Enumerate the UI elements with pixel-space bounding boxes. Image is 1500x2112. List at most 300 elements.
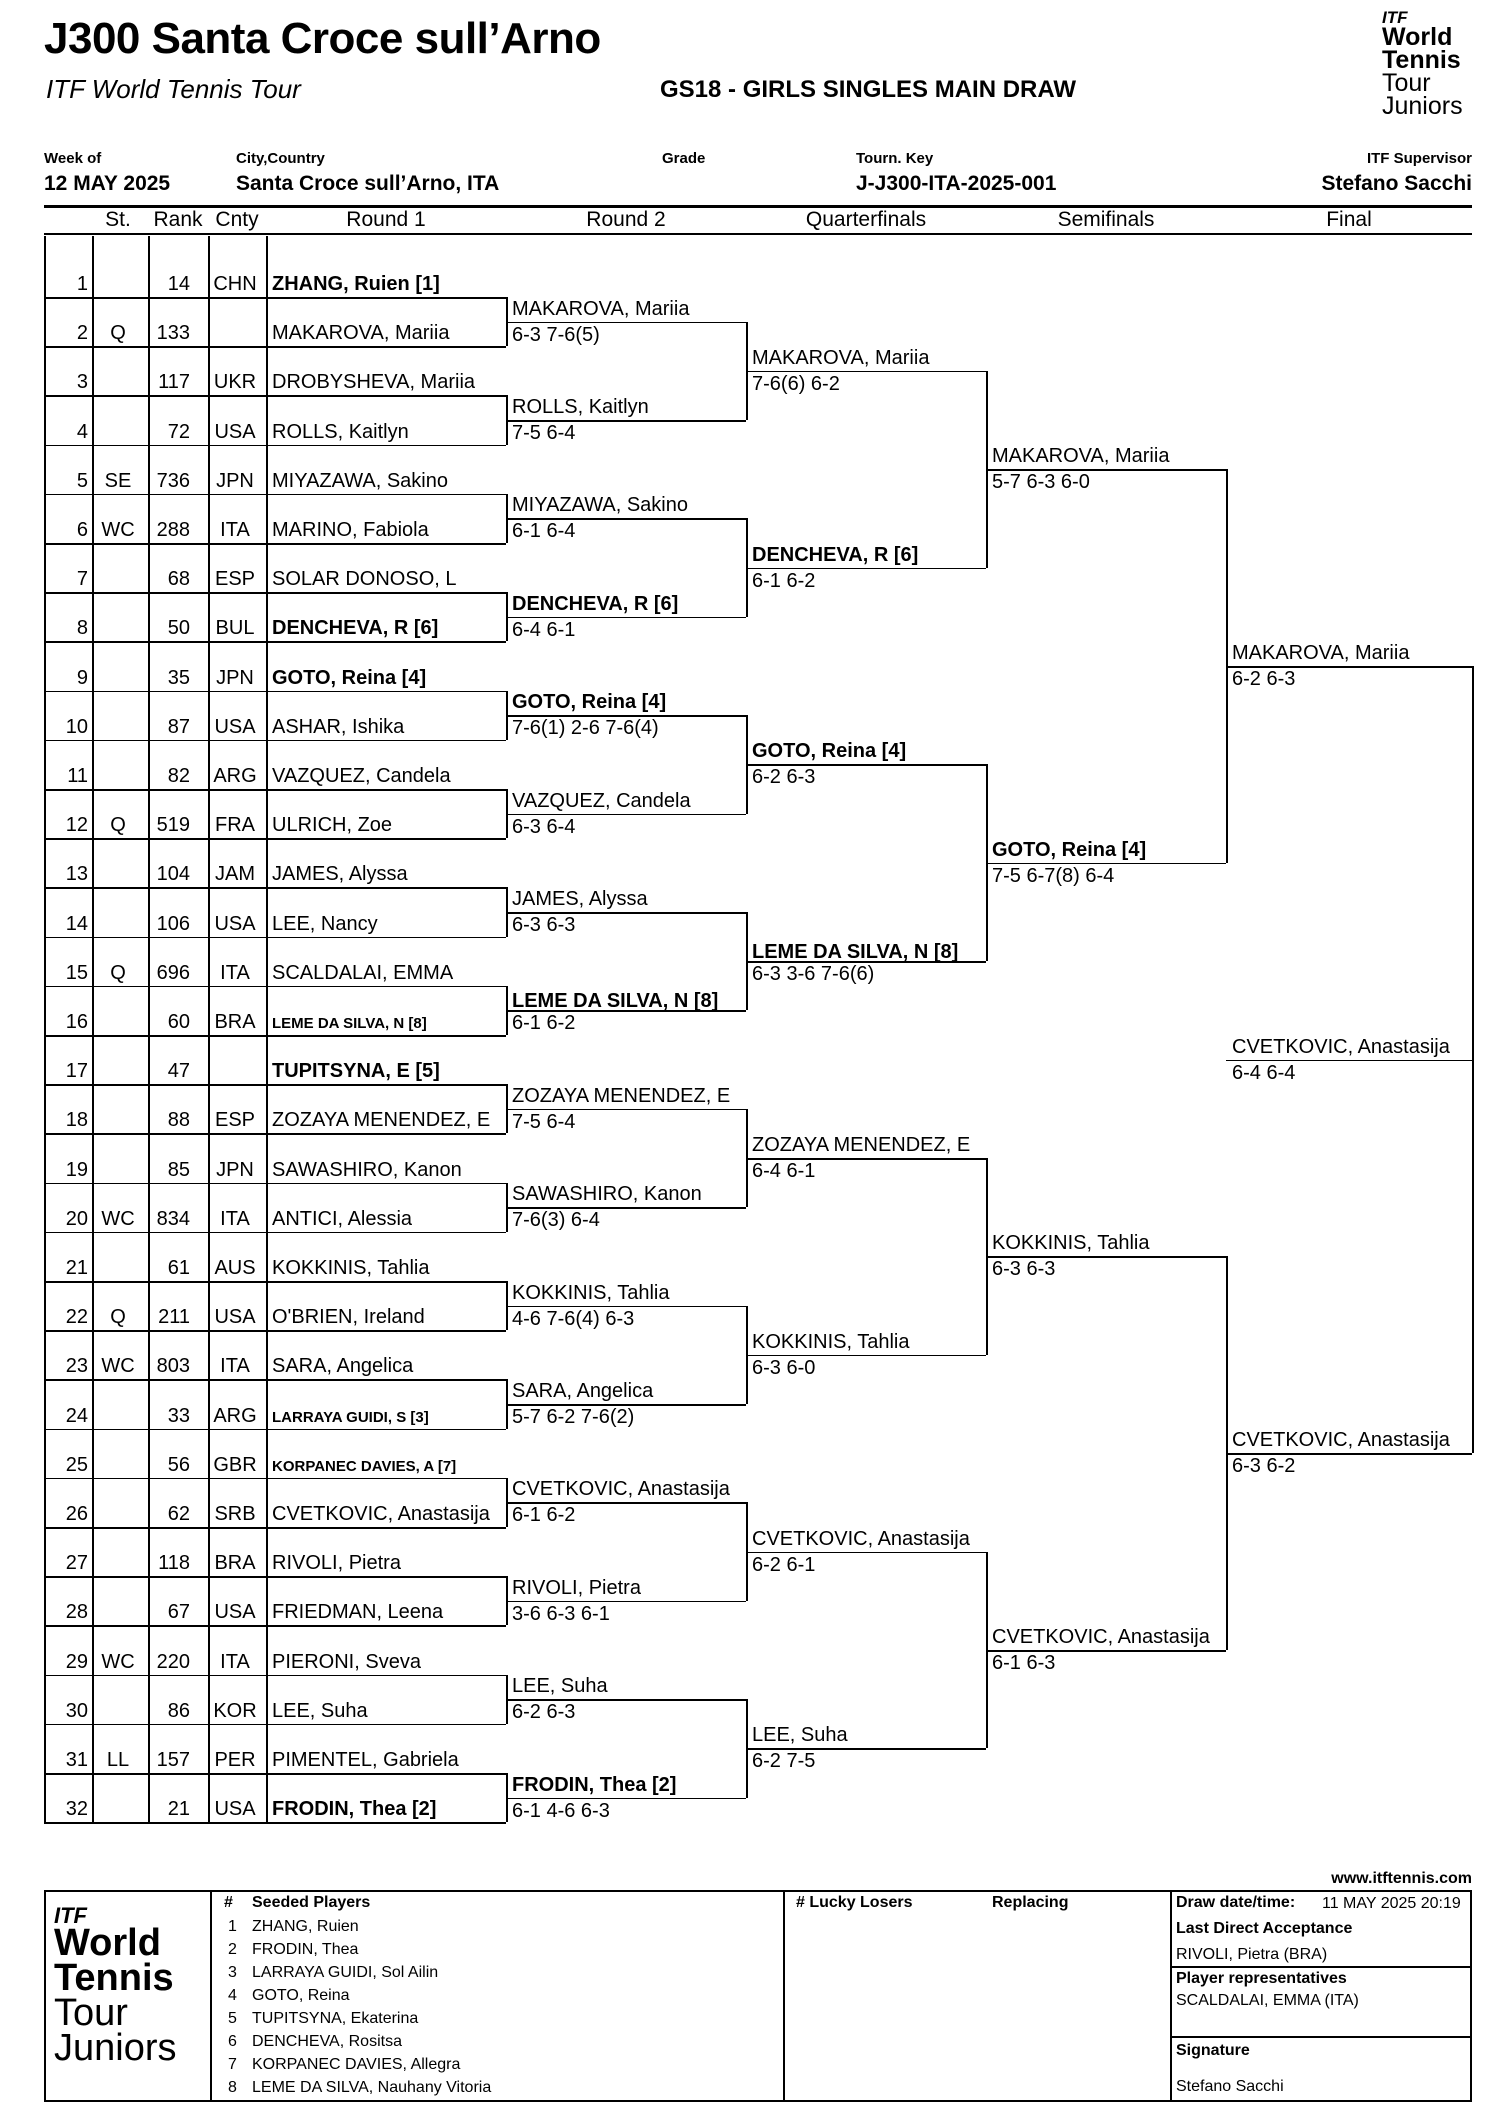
entry-number: 16 <box>65 1011 88 1033</box>
entry-country: BRA <box>214 1552 256 1575</box>
round1-line <box>266 592 506 594</box>
entry-rule <box>44 789 266 791</box>
entry-country: PER <box>214 1749 256 1771</box>
entry-number: 19 <box>65 1158 88 1181</box>
round1-line <box>266 1675 506 1677</box>
round1-line <box>266 494 506 496</box>
entry-rule <box>44 838 266 840</box>
logo-world: World <box>54 1922 161 1965</box>
entry-country: KOR <box>213 1699 257 1722</box>
lda-label: Last Direct Acceptance <box>1176 1920 1353 1937</box>
footer-divider-3 <box>1170 1890 1172 2102</box>
entry-rule <box>44 1576 266 1578</box>
entry-status: LL <box>106 1749 130 1771</box>
entry-number: 4 <box>76 420 88 443</box>
draw-date-value: 11 MAY 2025 20:19 <box>1322 1895 1461 1912</box>
logo-tour: Tour <box>1382 68 1431 97</box>
round1-line <box>266 789 506 791</box>
quarterfinal-winner-name: LEME DA SILVA, N [8] <box>752 941 959 964</box>
entry-number: 6 <box>76 519 88 541</box>
entry-player-name: KOKKINIS, Tahlia <box>272 1257 430 1279</box>
entry-rank: 60 <box>167 1011 190 1033</box>
round2-winner-name: LEE, Suha <box>512 1675 608 1698</box>
entry-rank: 86 <box>167 1699 190 1722</box>
champion-score: 6-4 6-4 <box>1232 1061 1296 1084</box>
entry-country: USA <box>214 1601 256 1624</box>
seeded-number: 3 <box>228 1964 237 1981</box>
entry-country: ITA <box>220 1355 250 1378</box>
entry-number: 32 <box>65 1798 88 1821</box>
entry-player-name: PIMENTEL, Gabriela <box>272 1749 459 1771</box>
entry-rank: 104 <box>156 863 190 886</box>
entry-player-name: KORPANEC DAVIES, A [7] <box>272 1457 457 1475</box>
entry-status: WC <box>101 519 135 541</box>
entry-rule <box>44 1724 266 1726</box>
entry-rule <box>44 1822 266 1824</box>
entry-rank: 220 <box>156 1650 190 1673</box>
entry-rule <box>44 297 266 299</box>
entry-player-name: DENCHEVA, R [6] <box>272 617 439 640</box>
entry-rank: 519 <box>156 814 190 837</box>
round1-line <box>266 445 506 447</box>
round1-line <box>266 1330 506 1332</box>
seeded-title: Seeded Players <box>252 1894 371 1911</box>
entry-status: Q <box>110 961 126 984</box>
entry-rank: 14 <box>167 273 190 295</box>
entry-player-name: CVETKOVIC, Anastasija <box>272 1503 490 1525</box>
round1-line <box>266 691 506 693</box>
entry-number: 23 <box>65 1355 88 1378</box>
entry-player-name: ZHANG, Ruien [1] <box>272 273 440 295</box>
entry-number: 31 <box>65 1749 88 1771</box>
entry-country: AUS <box>214 1257 256 1279</box>
round1-line <box>266 641 506 643</box>
entry-country: USA <box>214 715 256 738</box>
round2-winner-name: CVETKOVIC, Anastasija <box>512 1478 730 1501</box>
entry-player-name: SARA, Angelica <box>272 1355 414 1378</box>
col-st: St. <box>105 208 131 231</box>
website[interactable]: www.itftennis.com <box>1331 1870 1472 1887</box>
entry-rule <box>44 494 266 496</box>
entry-rank: 62 <box>167 1503 190 1525</box>
quarterfinal-winner-name: CVETKOVIC, Anastasija <box>752 1527 970 1550</box>
entry-number: 27 <box>65 1552 88 1575</box>
entry-player-name: GOTO, Reina [4] <box>272 666 427 689</box>
semifinal-winner-name: GOTO, Reina [4] <box>992 838 1147 861</box>
itf-juniors-logo-footer <box>54 1903 177 2070</box>
round2-winner-name: LEME DA SILVA, N [8] <box>512 990 719 1013</box>
round2-score: 7-5 6-4 <box>512 422 576 444</box>
semifinal-winner-name: CVETKOVIC, Anastasija <box>992 1626 1210 1648</box>
seeded-player-name: KORPANEC DAVIES, Allegra <box>252 2056 461 2073</box>
round1-line <box>266 1183 506 1185</box>
entry-rule <box>44 346 266 348</box>
entry-country: CHN <box>213 273 257 295</box>
entry-country: ARG <box>213 765 257 787</box>
quarterfinal-score: 6-2 6-1 <box>752 1553 816 1576</box>
seeded-number: 2 <box>228 1941 237 1958</box>
round1-line <box>266 838 506 840</box>
quarterfinal-score: 6-3 6-0 <box>752 1356 816 1379</box>
tour-subtitle: ITF World Tennis Tour <box>46 74 301 104</box>
entry-player-name: PIERONI, Sveva <box>272 1650 421 1673</box>
entry-rule <box>44 1478 266 1480</box>
round2-score: 6-4 6-1 <box>512 618 576 641</box>
seeded-number: 5 <box>228 2010 237 2027</box>
entry-rule <box>44 395 266 397</box>
tourn-key-label: Tourn. Key <box>856 150 934 167</box>
entry-player-name: SAWASHIRO, Kanon <box>272 1158 462 1181</box>
semifinal-winner-name: MAKAROVA, Mariia <box>992 445 1170 468</box>
round1-line <box>266 1527 506 1529</box>
quarterfinal-winner-name: KOKKINIS, Tahlia <box>752 1330 910 1353</box>
entry-rule <box>44 592 266 594</box>
entry-rule <box>44 641 266 643</box>
entry-rule <box>44 1035 266 1037</box>
entry-player-name: O'BRIEN, Ireland <box>272 1306 425 1329</box>
entry-player-name: SCALDALAI, EMMA <box>272 961 454 984</box>
entry-number: 13 <box>65 863 88 886</box>
round1-line <box>266 937 506 939</box>
entry-rank: 85 <box>167 1158 190 1181</box>
entry-player-name: LARRAYA GUIDI, S [3] <box>272 1408 429 1426</box>
entry-country: BRA <box>214 1011 256 1033</box>
round2-score: 6-1 6-4 <box>512 520 576 543</box>
entry-player-name: JAMES, Alyssa <box>272 863 408 886</box>
col-rank: Rank <box>153 208 203 231</box>
seeded-player-name: LEME DA SILVA, Nauhany Vitoria <box>252 2079 492 2096</box>
round1-line <box>266 740 506 742</box>
round2-score: 7-6(1) 2-6 7-6(4) <box>512 717 659 740</box>
logo-juniors: Juniors <box>1382 91 1463 120</box>
entry-rank: 61 <box>167 1257 190 1279</box>
entry-number: 21 <box>65 1257 88 1279</box>
entry-status: Q <box>110 1306 126 1329</box>
round1-line <box>266 1625 506 1627</box>
semifinal-score: 6-3 6-3 <box>992 1258 1056 1281</box>
round2-winner-name: MIYAZAWA, Sakino <box>512 494 688 517</box>
quarterfinal-winner-name: LEE, Suha <box>752 1724 848 1747</box>
col-semifinals: Semifinals <box>1057 208 1155 231</box>
seeded-number: 4 <box>228 1987 237 2004</box>
entry-rule <box>44 691 266 693</box>
round2-winner-name: MAKAROVA, Mariia <box>512 297 690 320</box>
entry-rank: 47 <box>167 1060 190 1083</box>
entry-country: USA <box>214 1306 256 1329</box>
seeded-player-name: LARRAYA GUIDI, Sol Ailin <box>252 1964 439 1981</box>
round1-line <box>266 887 506 889</box>
round2-score: 6-1 6-2 <box>512 1504 576 1527</box>
entry-number: 8 <box>76 617 88 640</box>
city-value: Santa Croce sull’Arno, ITA <box>236 172 500 195</box>
entry-rank: 211 <box>158 1306 190 1329</box>
entry-rank: 50 <box>167 617 190 640</box>
entry-country: ITA <box>220 1207 250 1230</box>
round1-line <box>266 1822 506 1824</box>
round2-score: 6-3 7-6(5) <box>512 323 600 346</box>
entry-number: 22 <box>65 1306 88 1329</box>
seeded-number: 6 <box>228 2033 237 2050</box>
logo-juniors: Juniors <box>54 2027 177 2070</box>
round2-winner-name: SARA, Angelica <box>512 1380 654 1402</box>
entry-rank: 87 <box>167 715 190 738</box>
entry-rule <box>44 1330 266 1332</box>
entry-rank: 67 <box>167 1601 190 1624</box>
entry-number: 28 <box>65 1601 88 1624</box>
entry-player-name: MARINO, Fabiola <box>272 519 429 541</box>
entry-country: ITA <box>220 519 250 541</box>
final-score: 6-2 6-3 <box>1232 668 1296 690</box>
entry-rule <box>44 1232 266 1234</box>
col-round2: Round 2 <box>586 208 666 231</box>
final-score: 6-3 6-2 <box>1232 1455 1296 1478</box>
seeded-player-name: FRODIN, Thea <box>252 1941 359 1958</box>
entry-country: JPN <box>216 469 254 492</box>
logo-tennis: Tennis <box>54 1957 174 2000</box>
entry-rule <box>44 986 266 988</box>
round2-winner-name: VAZQUEZ, Candela <box>512 789 691 812</box>
entry-country: ITA <box>220 1650 250 1673</box>
entry-country: USA <box>214 1798 256 1821</box>
entry-rank: 133 <box>156 322 190 345</box>
round2-winner-name: SAWASHIRO, Kanon <box>512 1183 702 1206</box>
entry-number: 20 <box>65 1207 88 1230</box>
round1-line <box>266 1232 506 1234</box>
footer-divider-1 <box>210 1890 212 2102</box>
entry-number: 3 <box>76 371 88 394</box>
entry-rank: 736 <box>156 469 190 492</box>
entry-player-name: ASHAR, Ishika <box>272 715 405 738</box>
entry-status: WC <box>101 1355 135 1378</box>
entry-rank: 834 <box>156 1207 190 1230</box>
semifinal-winner-name: KOKKINIS, Tahlia <box>992 1232 1150 1255</box>
entry-number: 30 <box>65 1699 88 1722</box>
logo-tour: Tour <box>54 1992 128 2035</box>
city-label: City,Country <box>236 150 325 167</box>
seeded-number: 8 <box>228 2079 237 2096</box>
column-header-rule <box>44 233 1472 235</box>
week-value: 12 MAY 2025 <box>44 172 171 195</box>
replacing-title: Replacing <box>992 1894 1069 1911</box>
signature-label: Signature <box>1176 2042 1250 2059</box>
entry-number: 25 <box>65 1453 88 1476</box>
logo-itf: ITF <box>1382 8 1408 27</box>
entry-country: JPN <box>216 1158 254 1181</box>
final-winner-name: CVETKOVIC, Anastasija <box>1232 1429 1450 1452</box>
entry-rank: 803 <box>156 1355 190 1378</box>
entry-rank: 157 <box>156 1749 190 1771</box>
grade-label: Grade <box>662 150 706 167</box>
round2-winner-name: RIVOLI, Pietra <box>512 1576 641 1599</box>
entry-rule <box>44 1379 266 1381</box>
quarterfinal-score: 6-2 6-3 <box>752 766 816 789</box>
entry-grid-col-4 <box>266 236 268 1824</box>
round1-line <box>266 1724 506 1726</box>
round1-line <box>266 1773 506 1775</box>
entry-rule <box>44 1527 266 1529</box>
entry-number: 2 <box>76 322 88 345</box>
entry-country: JAM <box>215 863 255 886</box>
seeded-number: 1 <box>228 1918 237 1935</box>
entry-player-name: VAZQUEZ, Candela <box>272 765 451 787</box>
entry-rule <box>44 543 266 545</box>
entry-number: 17 <box>65 1060 88 1083</box>
entry-rank: 21 <box>167 1798 190 1821</box>
round1-line <box>266 1478 506 1480</box>
entry-player-name: LEME DA SILVA, N [8] <box>272 1015 427 1032</box>
entry-number: 1 <box>76 273 88 295</box>
entry-rule <box>44 887 266 889</box>
entry-number: 7 <box>76 568 88 591</box>
entry-status: Q <box>110 322 126 345</box>
final-winner-name: MAKAROVA, Mariia <box>1232 642 1410 664</box>
entry-rule <box>44 1675 266 1677</box>
itf-juniors-logo <box>1382 10 1463 118</box>
entry-number: 18 <box>65 1109 88 1132</box>
entry-rule <box>44 1281 266 1283</box>
seeded-number: 7 <box>228 2056 237 2073</box>
entry-player-name: MAKAROVA, Mariia <box>272 322 450 345</box>
entry-rank: 68 <box>167 568 190 591</box>
round1-line <box>266 1576 506 1578</box>
entry-country: ESP <box>214 1109 256 1132</box>
round2-score: 7-6(3) 6-4 <box>512 1209 600 1232</box>
reps-value: SCALDALAI, EMMA (ITA) <box>1176 1992 1359 2009</box>
entry-rule <box>44 1084 266 1086</box>
footer-divider-2 <box>783 1890 785 2102</box>
logo-tennis: Tennis <box>1382 45 1461 74</box>
round2-winner-name: ROLLS, Kaitlyn <box>512 396 649 418</box>
entry-rank: 118 <box>158 1552 190 1575</box>
round2-score: 6-1 4-6 6-3 <box>512 1799 610 1822</box>
entry-rule <box>44 740 266 742</box>
round1-line <box>266 1133 506 1135</box>
entry-rank: 117 <box>158 371 190 394</box>
semifinal-score: 5-7 6-3 6-0 <box>992 471 1090 494</box>
round2-score: 6-1 6-2 <box>512 1012 576 1035</box>
entry-country: ARG <box>213 1404 257 1427</box>
entry-country: USA <box>214 420 256 443</box>
entry-number: 5 <box>76 469 88 492</box>
entry-rank: 696 <box>156 961 190 984</box>
entry-status: WC <box>101 1650 135 1673</box>
entry-rule <box>44 937 266 939</box>
round2-score: 7-5 6-4 <box>512 1110 576 1133</box>
round2-winner-name: FRODIN, Thea [2] <box>512 1773 677 1796</box>
round1-line <box>266 1429 506 1431</box>
seeded-player-name: GOTO, Reina <box>252 1987 350 2004</box>
entry-player-name: SOLAR DONOSO, L <box>272 568 457 591</box>
entry-country: SRB <box>214 1503 256 1525</box>
col-final: Final <box>1326 208 1372 231</box>
entry-player-name: LEE, Nancy <box>272 912 378 935</box>
entry-player-name: TUPITSYNA, E [5] <box>272 1060 440 1083</box>
round2-score: 6-2 6-3 <box>512 1701 576 1724</box>
entry-status: WC <box>101 1207 135 1230</box>
col-round1: Round 1 <box>346 208 426 231</box>
draw-date-label: Draw date/time: <box>1176 1894 1296 1911</box>
entry-number: 9 <box>76 666 88 689</box>
round1-line <box>266 1035 506 1037</box>
signature-value: Stefano Sacchi <box>1176 2078 1284 2095</box>
round2-winner-name: GOTO, Reina [4] <box>512 691 667 714</box>
round2-winner-name: JAMES, Alyssa <box>512 888 648 910</box>
col-cnty: Cnty <box>215 208 259 231</box>
semifinal-score: 7-5 6-7(8) 6-4 <box>992 864 1115 887</box>
entry-rule <box>44 1773 266 1775</box>
entry-rank: 82 <box>167 765 190 787</box>
quarterfinal-winner-name: MAKAROVA, Mariia <box>752 346 930 369</box>
round1-line <box>266 1281 506 1283</box>
week-label: Week of <box>44 150 102 167</box>
logo-itf: ITF <box>54 1903 87 1928</box>
entry-player-name: MIYAZAWA, Sakino <box>272 469 448 492</box>
round1-line <box>266 297 506 299</box>
semifinal-score: 6-1 6-3 <box>992 1652 1056 1674</box>
entry-rank: 72 <box>167 420 190 443</box>
reps-label: Player representatives <box>1176 1970 1347 1987</box>
quarterfinal-score: 6-1 6-2 <box>752 569 816 592</box>
lda-value: RIVOLI, Pietra (BRA) <box>1176 1946 1328 1963</box>
tourn-key-value: J-J300-ITA-2025-001 <box>856 172 1057 195</box>
round2-score: 3-6 6-3 6-1 <box>512 1602 610 1625</box>
entry-rank: 88 <box>167 1109 190 1132</box>
entry-number: 24 <box>65 1404 88 1427</box>
entry-rank: 288 <box>156 519 190 541</box>
round2-winner-name: KOKKINIS, Tahlia <box>512 1281 670 1304</box>
round1-line <box>266 395 506 397</box>
entry-player-name: RIVOLI, Pietra <box>272 1552 401 1575</box>
entry-status: Q <box>110 814 126 837</box>
draw-title: GS18 - GIRLS SINGLES MAIN DRAW <box>660 76 1077 103</box>
entry-country: USA <box>214 912 256 935</box>
quarterfinal-winner-name: ZOZAYA MENENDEZ, E <box>752 1134 971 1156</box>
seeded-player-name: TUPITSYNA, Ekaterina <box>252 2010 419 2027</box>
quarterfinal-score: 6-3 3-6 7-6(6) <box>752 963 875 986</box>
entry-rule <box>44 1429 266 1431</box>
entry-rank: 56 <box>167 1453 190 1476</box>
entry-number: 15 <box>65 961 88 984</box>
entry-rule <box>44 1133 266 1135</box>
seeded-hash: # <box>224 1894 233 1911</box>
entry-number: 10 <box>65 715 88 738</box>
entry-player-name: ROLLS, Kaitlyn <box>272 420 409 443</box>
entry-number: 12 <box>65 814 88 837</box>
champion-name: CVETKOVIC, Anastasija <box>1232 1035 1450 1058</box>
entry-number: 14 <box>65 912 88 935</box>
champion-connector <box>1472 666 1474 1453</box>
lucky-losers-title: # Lucky Losers <box>796 1894 913 1911</box>
entry-country: GBR <box>213 1453 257 1476</box>
round1-line <box>266 986 506 988</box>
reps-rule <box>1170 2036 1470 2038</box>
quarterfinal-winner-name: DENCHEVA, R [6] <box>752 543 919 566</box>
entry-number: 26 <box>65 1503 88 1525</box>
entry-rank: 35 <box>167 666 190 689</box>
entry-number: 29 <box>65 1650 88 1673</box>
round2-score: 6-3 6-4 <box>512 815 576 838</box>
round1-line <box>266 543 506 545</box>
entry-player-name: DROBYSHEVA, Mariia <box>272 371 476 394</box>
entry-number: 11 <box>67 765 88 787</box>
entry-country: ITA <box>220 961 250 984</box>
entry-country: UKR <box>213 371 257 394</box>
quarterfinal-winner-name: GOTO, Reina [4] <box>752 740 907 763</box>
entry-status: SE <box>104 469 132 492</box>
entry-player-name: FRIEDMAN, Leena <box>272 1601 444 1624</box>
entry-country: BUL <box>215 617 255 640</box>
seeded-player-name: ZHANG, Ruien <box>252 1918 359 1935</box>
